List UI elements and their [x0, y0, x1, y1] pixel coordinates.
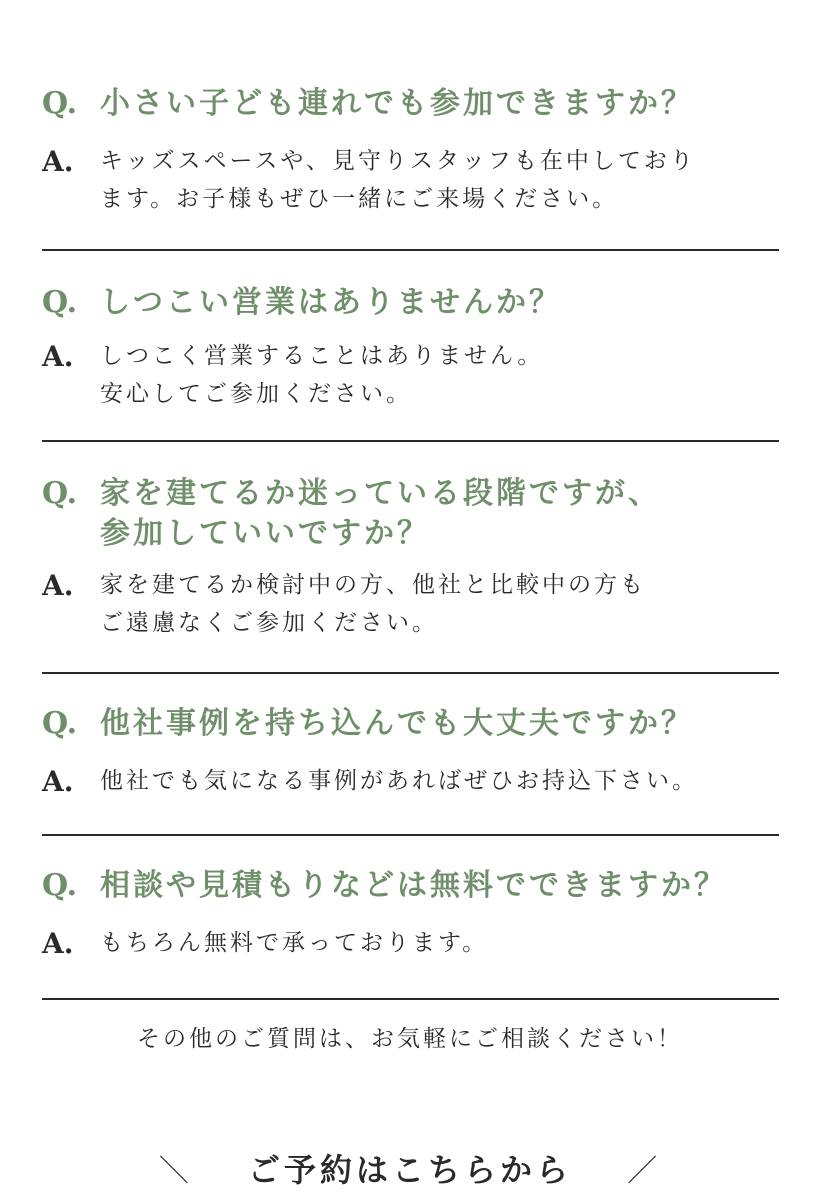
question-text: 小さい子ども連れでも参加できますか？ [100, 86, 694, 121]
question-text: 相談や見積もりなどは無料でできますか？ [100, 868, 727, 903]
answer-text: キッズスペースや、見守りスタッフも在中しており ます。お子様もぜひ一緒にご来場ください。 [100, 148, 696, 212]
question-prefix: Q. [42, 868, 78, 903]
faq-answer [42, 566, 779, 642]
faq-list [42, 70, 779, 1000]
faq-question [42, 474, 779, 554]
faq-item [42, 70, 779, 251]
faq-item [42, 836, 779, 1000]
cta-right-slash-icon: ／ [627, 1154, 662, 1189]
faq-item [42, 251, 779, 442]
faq-answer [42, 142, 779, 218]
question-prefix: Q. [42, 86, 78, 121]
reservation-cta-link[interactable] [0, 1145, 820, 1195]
answer-text: 他社でも気になる事例があればぜひお持込下さい。 [100, 768, 698, 794]
question-text: しつこい営業はありませんか？ [100, 285, 562, 320]
answer-text: しつこく営業することはありません。 安心してご参加ください。 [100, 343, 544, 407]
cta-label[interactable]: ご予約はこちらから [247, 1151, 572, 1189]
question-prefix: Q. [42, 476, 78, 511]
faq-question [42, 84, 779, 124]
faq-question [42, 704, 779, 744]
faq-question [42, 866, 779, 906]
answer-prefix: A. [42, 340, 74, 373]
faq-answer [42, 762, 779, 800]
answer-text: もちろん無料で承っております。 [100, 930, 489, 956]
faq-answer [42, 924, 779, 962]
cta-left-slash-icon: ＼ [158, 1154, 193, 1189]
faq-item [42, 442, 779, 674]
question-prefix: Q. [42, 285, 78, 320]
question-text: 家を建てるか迷っている段階ですが、 参加していいですか？ [100, 476, 661, 551]
faq-item [42, 674, 779, 836]
question-prefix: Q. [42, 706, 78, 741]
answer-prefix: A. [42, 927, 74, 960]
question-text: 他社事例を持ち込んでも大丈夫ですか？ [100, 706, 694, 741]
answer-prefix: A. [42, 765, 74, 798]
faq-answer [42, 337, 779, 413]
answer-text: 家を建てるか検討中の方、他社と比較中の方も ご遠慮なくご参加ください。 [100, 572, 646, 636]
faq-question [42, 283, 779, 323]
answer-prefix: A. [42, 145, 74, 178]
closing-note: その他のご質問は、お気軽にご相談ください！ [137, 1026, 683, 1052]
answer-prefix: A. [42, 569, 74, 602]
